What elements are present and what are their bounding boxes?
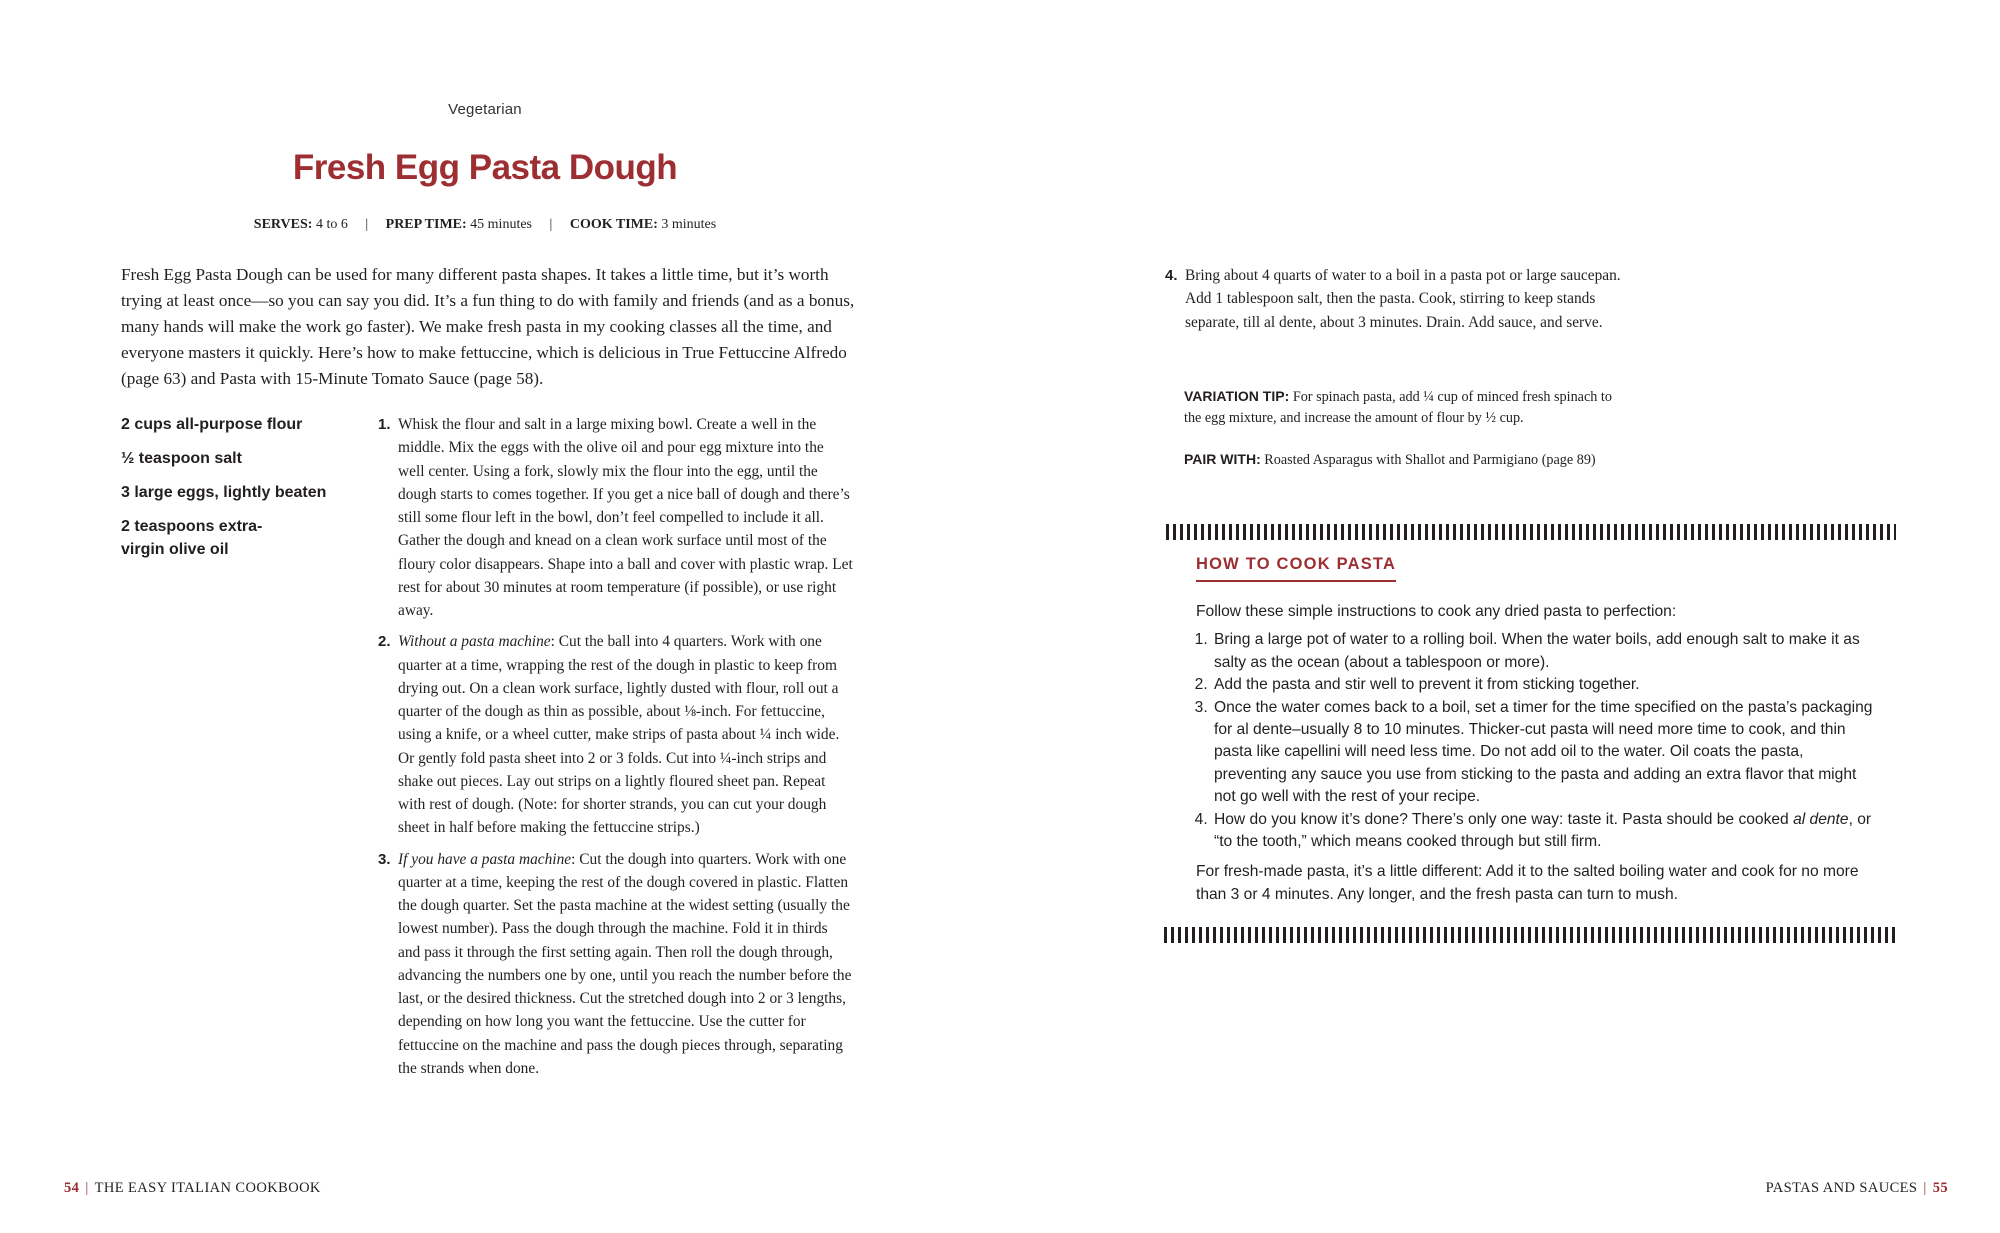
variation-tip <box>1184 386 1629 429</box>
method-step <box>1165 264 1635 334</box>
pair-with <box>1184 449 1644 471</box>
ingredient-item: ½ teaspoon salt <box>121 450 242 467</box>
sidebar-bottom-border <box>1164 927 1896 943</box>
sidebar-top-border <box>1166 524 1896 540</box>
ingredient-item: 2 cups all-purpose flour <box>121 416 303 433</box>
ingredient-item: 3 large eggs, lightly beaten <box>121 484 327 501</box>
page-number: 54 <box>64 1180 80 1196</box>
method-steps <box>378 413 853 1088</box>
how-to-cook-pasta-sidebar <box>1196 601 1876 906</box>
sidebar-list-item: 4. How do you know it’s done? There’s only one way: taste it. Pasta should be cooked al dente, or “to the tooth,” which means cooked through but still firm. <box>1212 809 1876 854</box>
cook-time-value: 3 minutes <box>661 217 717 232</box>
sidebar-heading: HOW TO COOK PASTA <box>1196 555 1396 582</box>
sidebar-list <box>1196 629 1876 853</box>
ingredient-item: 2 teaspoons extra-virgin olive oil <box>121 518 263 558</box>
step-text: Bring about 4 quarts of water to a boil in a pasta pot or large saucepan. Add 1 tablespoon salt, then the pasta. Cook, stirring to keep stands separate, till al dente, about 3 minutes. Drain. Add sauce, and serve. <box>1185 267 1621 331</box>
variation-tip-text: For spinach pasta, add ¼ cup of minced fresh spinach to the egg mixture, and increase the amount of flour by ½ cup. <box>1184 389 1612 426</box>
step-number: 1. <box>378 416 391 433</box>
step-lead: Without a pasta machine <box>398 633 551 651</box>
prep-time-value: 45 minutes <box>470 217 533 232</box>
variation-tip-label: VARIATION TIP: <box>1184 388 1290 404</box>
step-number: 4. <box>1165 267 1178 284</box>
method-steps-continued <box>1165 264 1635 342</box>
step-lead: If you have a pasta machine <box>398 850 572 868</box>
recipe-intro: Fresh Egg Pasta Dough can be used for many different pasta shapes. It takes a little time, but it’s worth trying at least once—so you can say you did. It’s a fun thing to do with family and friends (and as a bonus, many hands will make the work go faster). We make fresh pasta in my cooking classes all the time, and everyone masters it quickly. Here’s how to make fettuccine, which is delicious in True Fettuccine Alfredo (page 63) and Pasta with 15-Minute Tomato Sauce (page 58). <box>121 265 855 388</box>
sidebar-list-item: 2. Add the pasta and stir well to prevent it from sticking together. <box>1212 674 1876 696</box>
folio-divider: | <box>1923 1180 1927 1196</box>
sidebar-intro: Follow these simple instructions to cook any dried pasta to perfection: <box>1196 603 1677 620</box>
recipe-title: Fresh Egg Pasta Dough <box>292 148 678 187</box>
step-text: : Cut the ball into 4 quarters. Work with one quarter at a time, wrapping the rest of the dough in plastic to keep from drying out. On a clean work surface, lightly dusted with flour, roll out a quarter of the dough as thin as possible, about ⅛-inch. For fettuccine, using a knife, or a wheel cutter, make strips of pasta about ¼ inch wide. Or gently fold pasta sheet into 2 or 3 folds. Cut into ¼-inch strips and shake out pieces. Lay out strips on a lightly floured sheet pan. Repeat with rest of dough. (Note: for shorter strands, you can cut your dough sheet in half before making the fettuccine strips.) <box>398 633 840 837</box>
sidebar-outro: For fresh-made pasta, it’s a little different: Add it to the salted boiling water and cook for no more than 3 or 4 minutes. Any longer, and the fresh pasta can turn to mush. <box>1196 863 1859 903</box>
left-folio <box>64 1180 321 1197</box>
meta-separator: | <box>365 217 369 232</box>
recipe-meta <box>150 217 820 233</box>
folio-divider: | <box>85 1180 89 1196</box>
cook-time-label: COOK TIME: <box>569 217 658 232</box>
prep-time-label: PREP TIME: <box>385 217 467 232</box>
meta-separator: | <box>549 217 553 232</box>
serves-value: 4 to 6 <box>315 217 348 232</box>
right-folio <box>1766 1180 1948 1197</box>
step-text: Whisk the flour and salt in a large mixing bowl. Create a well in the middle. Mix the eggs with the olive oil and pour egg mixture into the well center. Using a fork, slowly mix the flour into the egg, until the dough starts to comes together. If you get a nice ball of dough and there’s still some flour left in the bowl, don’t feel compelled to include it all. Gather the dough and knead on a clean work surface until most of the floury color disappears. Shape into a ball and cover with plastic wrap. Let rest for about 30 minutes at room temperature (if possible), or use right away. <box>398 416 853 619</box>
method-step <box>378 630 853 839</box>
sidebar-list-item: 3. Once the water comes back to a boil, set a timer for the time specified on the pasta’s packaging for al dente–usually 8 to 10 minutes. Thicker-cut pasta will need more time to cook, and thin pasta like capellini will need less time. Do not add oil to the water. Oil coats the pasta, preventing any sauce you use from sticking to the pasta and adding an extra flavor that might not go well with the rest of your recipe. <box>1212 697 1876 809</box>
section-title: PASTAS AND SAUCES <box>1765 1180 1918 1196</box>
pair-with-label: PAIR WITH: <box>1184 451 1261 467</box>
pair-with-text: Roasted Asparagus with Shallot and Parmigiano (page 89) <box>1264 452 1596 468</box>
category-label: Vegetarian <box>448 101 522 118</box>
method-step <box>378 848 853 1081</box>
page-number: 55 <box>1932 1180 1948 1196</box>
serves-label: SERVES: <box>253 217 313 232</box>
method-step <box>378 413 853 622</box>
book-title: THE EASY ITALIAN COOKBOOK <box>94 1180 321 1196</box>
step-number: 2. <box>378 633 391 651</box>
sidebar-list-item: 1. Bring a large pot of water to a rolling boil. When the water boils, add enough salt to make it as salty as the ocean (about a tablespoon or more). <box>1212 629 1876 674</box>
step-number: 3. <box>378 850 391 868</box>
step-text: : Cut the dough into quarters. Work with one quarter at a time, keeping the rest of the dough covered in plastic. Flatten the dough quarter. Set the pasta machine at the widest setting (usually the lowest number). Pass the dough through the machine. Fold it in thirds and pass it through the first setting again. Then roll the dough through, advancing the numbers one by one, until you reach the number before the last, or the desired thickness. Cut the stretched dough into 2 or 3 lengths, depending on how long you want the fettuccine. Use the cutter for fettuccine on the machine and pass the dough pieces through, separating the strands when done. <box>398 850 852 1077</box>
ingredient-list <box>121 413 351 572</box>
